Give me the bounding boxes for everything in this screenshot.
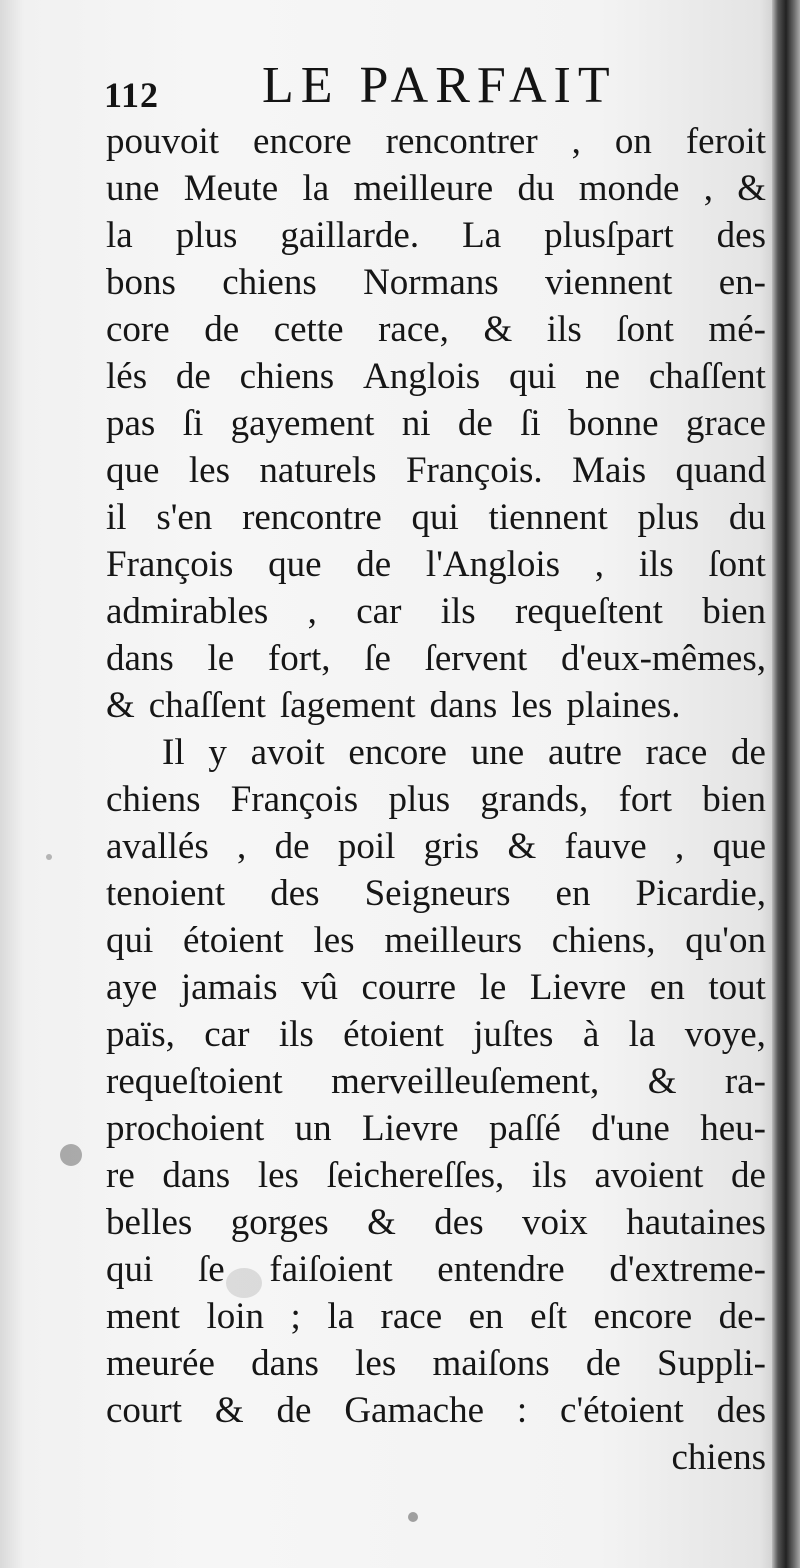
text-line (106, 1340, 766, 1387)
word: plaines. (566, 685, 681, 726)
word: rencontrer (385, 121, 538, 162)
word: ſagement (279, 685, 416, 726)
word: car (204, 1014, 250, 1055)
word: , (675, 826, 685, 867)
word: de (457, 403, 493, 444)
word: requeſtent (515, 591, 663, 632)
word: plus (175, 215, 238, 256)
word: car (356, 591, 402, 632)
word: voix (522, 1202, 588, 1243)
word: gris (423, 826, 480, 867)
word: qui (106, 1249, 154, 1290)
word: ; (290, 1296, 301, 1337)
word: tenoient (106, 873, 226, 914)
word: on (614, 121, 652, 162)
word: d'eux-mêmes, (561, 638, 766, 679)
word: gayement (230, 403, 375, 444)
word: s'en (156, 497, 213, 538)
word: en (555, 873, 591, 914)
word: ils (546, 309, 582, 350)
text-line (106, 1152, 766, 1199)
word: : (516, 1390, 528, 1431)
word: d'une (591, 1108, 670, 1149)
word: ſont (616, 309, 674, 350)
word: gaillarde. (280, 215, 420, 256)
word: Anglois (363, 356, 481, 397)
text-line (106, 1011, 766, 1058)
word: poil (337, 826, 396, 867)
word: bons (106, 262, 176, 303)
word: chiens, (551, 920, 656, 961)
page-number: 112 (104, 75, 160, 115)
text-line (106, 541, 766, 588)
word: re (106, 1155, 135, 1196)
text-line (106, 1387, 766, 1434)
text-line (106, 1246, 766, 1293)
word: en- (718, 262, 766, 303)
text-line (106, 776, 766, 823)
word: courre (361, 967, 457, 1008)
word: à (582, 1014, 600, 1055)
word: vû (301, 967, 339, 1008)
word: du (517, 168, 555, 209)
word: grands, (480, 779, 589, 820)
word: Lievre (529, 967, 627, 1008)
word: & (647, 1061, 677, 1102)
word: de (175, 356, 211, 397)
word: ſi (182, 403, 204, 444)
word: ſe (364, 638, 391, 679)
word: ſont (708, 544, 766, 585)
word: autre (547, 732, 622, 773)
word: viennent (545, 262, 673, 303)
word: ſervent (424, 638, 528, 679)
text-line (106, 1105, 766, 1152)
text-line (106, 212, 766, 259)
word: quand (675, 450, 766, 491)
word: grace (685, 403, 766, 444)
word: tout (708, 967, 766, 1008)
word: pouvoit (106, 121, 220, 162)
word: dans (429, 685, 498, 726)
word: les (313, 920, 355, 961)
word: plus (388, 779, 451, 820)
word: meurée (106, 1343, 215, 1384)
word: feroit (685, 121, 766, 162)
word: lés (106, 356, 148, 397)
word: une (106, 168, 160, 209)
ink-spot (408, 1512, 418, 1522)
text-line (106, 494, 766, 541)
word: en (468, 1296, 504, 1337)
word: , (703, 168, 713, 209)
word: la (106, 215, 133, 256)
word: les (257, 1155, 299, 1196)
word: eſt (530, 1296, 568, 1337)
word: Mais (572, 450, 647, 491)
text-line (106, 964, 766, 1011)
word: ſeichereſſes, (326, 1155, 505, 1196)
word: ment (106, 1296, 180, 1337)
word: fort, (267, 638, 331, 679)
word: Lievre (362, 1108, 459, 1149)
word: ſi (520, 403, 541, 444)
word: cette (273, 309, 344, 350)
word: ils (638, 544, 674, 585)
word: plusſpart (544, 215, 674, 256)
word: ils (278, 1014, 314, 1055)
word: qui (106, 920, 154, 961)
catchword-line (106, 1434, 766, 1481)
word: fauve (564, 826, 647, 867)
word: requeſtoient (106, 1061, 283, 1102)
text-line (106, 447, 766, 494)
word: core (106, 309, 170, 350)
text-line (106, 1199, 766, 1246)
word: belles (106, 1202, 193, 1243)
word: l'Anglois (425, 544, 561, 585)
text-line (106, 729, 766, 776)
word: & (483, 309, 513, 350)
word: maiſons (432, 1343, 550, 1384)
running-head (104, 56, 684, 116)
word: encore (593, 1296, 693, 1337)
word: les (511, 685, 553, 726)
word: & (367, 1202, 396, 1243)
word: Il (162, 732, 185, 773)
word: fort (618, 779, 672, 820)
word: en (649, 967, 685, 1008)
word: d'extreme- (609, 1249, 766, 1290)
running-title: LE PARFAIT (262, 57, 617, 114)
word: , (307, 591, 317, 632)
word: des (716, 215, 766, 256)
word: monde (578, 168, 680, 209)
text-line (106, 870, 766, 917)
text-line (106, 306, 766, 353)
word: c'étoient (560, 1390, 684, 1431)
word: des (270, 873, 320, 914)
word: des (716, 1390, 766, 1431)
word: étoient (343, 1014, 444, 1055)
word: & (737, 168, 766, 209)
word: court (106, 1390, 183, 1431)
word: race (645, 732, 708, 773)
text-line (106, 917, 766, 964)
word: qui (411, 497, 459, 538)
word: encore (348, 732, 447, 773)
text-line (106, 823, 766, 870)
word: chaſſent (148, 685, 266, 726)
word: admirables (106, 591, 269, 632)
word: aye (106, 967, 158, 1008)
word: tiennent (488, 497, 608, 538)
word: race, (378, 309, 449, 350)
word: prochoient (106, 1108, 265, 1149)
word: chiens (239, 356, 335, 397)
word: La (462, 215, 502, 256)
word: juſtes (473, 1014, 554, 1055)
word: le (479, 967, 507, 1008)
word: ne (585, 356, 621, 397)
word: François. (405, 450, 543, 491)
word: la (327, 1296, 355, 1337)
word: avallés (106, 826, 209, 867)
word: dans (251, 1343, 319, 1384)
page-gutter-edge (772, 0, 800, 1568)
word: encore (253, 121, 352, 162)
word: ſe (197, 1249, 225, 1290)
text-line (106, 353, 766, 400)
word: jamais (180, 967, 278, 1008)
word: chiens (222, 262, 317, 303)
word: ra- (724, 1061, 766, 1102)
text-line (106, 1293, 766, 1340)
word: que (268, 544, 322, 585)
word: plus (637, 497, 700, 538)
word: Gamache (344, 1390, 485, 1431)
word: des (434, 1202, 484, 1243)
word: naturels (259, 450, 377, 491)
word: merveilleuſement, (331, 1061, 600, 1102)
word: loin (206, 1296, 265, 1337)
word: paſſé (488, 1108, 561, 1149)
word: le (207, 638, 235, 679)
word: dans (106, 638, 174, 679)
word: de (356, 544, 392, 585)
word: de (585, 1343, 621, 1384)
word: avoit (250, 732, 325, 773)
word: bien (702, 779, 766, 820)
body-text (106, 118, 766, 1481)
word: Seigneurs (364, 873, 511, 914)
word: les (188, 450, 230, 491)
text-line (106, 635, 766, 682)
text-line (106, 682, 766, 729)
word: heu- (700, 1108, 766, 1149)
word: de (731, 732, 766, 773)
word: il (106, 497, 127, 538)
word: François (106, 544, 234, 585)
word: de (276, 1390, 312, 1431)
word: & (214, 1390, 244, 1431)
ink-spot (46, 854, 52, 860)
word: mé- (708, 309, 766, 350)
word: que (106, 450, 160, 491)
word: païs, (106, 1014, 175, 1055)
word: un (294, 1108, 332, 1149)
text-line (106, 400, 766, 447)
word: faiſoient (269, 1249, 393, 1290)
text-line (106, 118, 766, 165)
text-line (106, 165, 766, 212)
word: & (507, 826, 537, 867)
word: de (204, 309, 240, 350)
text-line (106, 588, 766, 635)
word: la (628, 1014, 656, 1055)
word: race (380, 1296, 443, 1337)
word: ils (531, 1155, 567, 1196)
word: étoient (183, 920, 284, 961)
word: meilleure (353, 168, 494, 209)
word: qu'on (685, 920, 766, 961)
word: ni (401, 403, 431, 444)
word: rencontre (242, 497, 382, 538)
word: de (274, 826, 310, 867)
word: Normans (363, 262, 499, 303)
word: hautaines (626, 1202, 766, 1243)
word: & (106, 685, 135, 726)
word: , (571, 121, 581, 162)
ink-spot (60, 1144, 82, 1166)
word: une (470, 732, 525, 773)
word: les (355, 1343, 397, 1384)
word: gorges (230, 1202, 329, 1243)
word: Meute (183, 168, 279, 209)
word: chaſſent (648, 356, 766, 397)
word: avoient (594, 1155, 704, 1196)
word: meilleurs (384, 920, 523, 961)
word: chiens (106, 779, 201, 820)
word: que (712, 826, 766, 867)
word: bien (702, 591, 766, 632)
word: entendre (437, 1249, 565, 1290)
text-line (106, 259, 766, 306)
catchword: chiens (671, 1437, 766, 1478)
word: Suppli- (657, 1343, 766, 1384)
word: , (237, 826, 247, 867)
word: la (302, 168, 330, 209)
word: de- (718, 1296, 766, 1337)
word: bonne (568, 403, 659, 444)
word: de (731, 1155, 766, 1196)
word: qui (509, 356, 557, 397)
word: ils (440, 591, 476, 632)
word: François (230, 779, 359, 820)
word: , (594, 544, 604, 585)
word: du (728, 497, 766, 538)
word: dans (162, 1155, 231, 1196)
word: voye, (684, 1014, 766, 1055)
word: pas (106, 403, 156, 444)
word: y (208, 732, 227, 773)
text-line (106, 1058, 766, 1105)
word: Picardie, (635, 873, 766, 914)
